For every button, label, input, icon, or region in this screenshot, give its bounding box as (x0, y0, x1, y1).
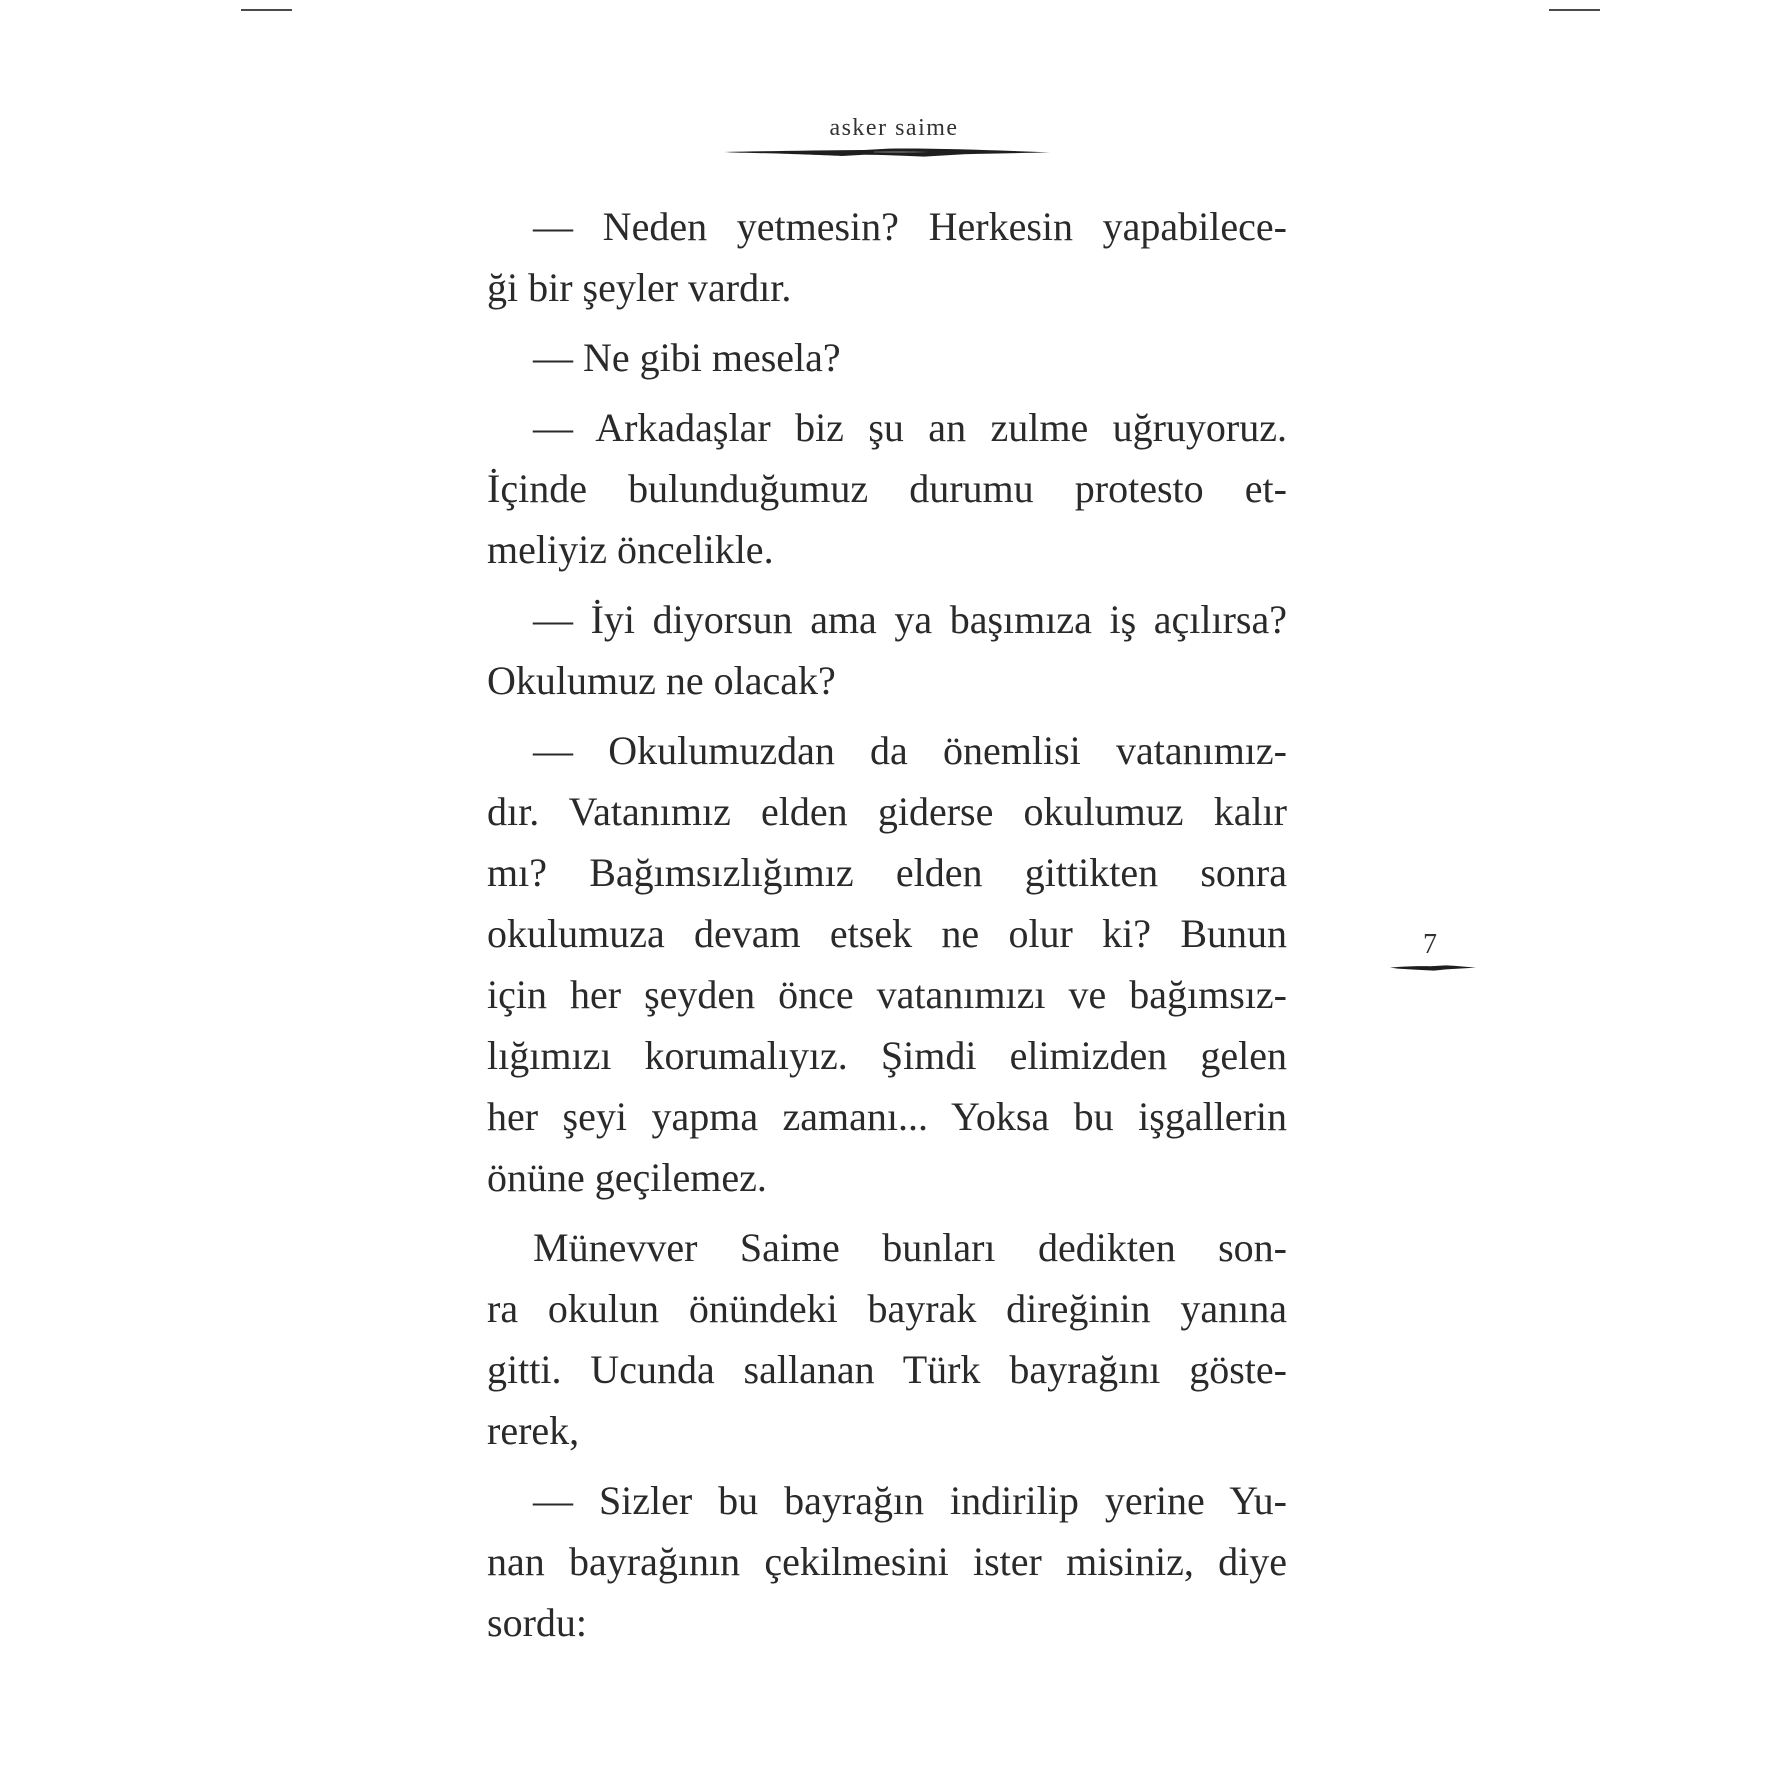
crop-mark-left (241, 9, 292, 11)
text-line: gitti. Ucunda sallanan Türk bayrağını göste- (487, 1347, 1287, 1392)
text-line: rerek, (487, 1408, 580, 1453)
text-line: — Sizler bu bayrağın indirilip yerine Yu- (533, 1478, 1287, 1523)
page-number: 7 (1423, 929, 1437, 960)
text-line: her şeyi yapma zamanı... Yoksa bu işgallerin (487, 1094, 1287, 1139)
text-line: nan bayrağının çekilmesini ister misiniz, diye (487, 1539, 1287, 1584)
text-line: — Neden yetmesin? Herkesin yapabilece- (533, 204, 1287, 249)
text-line: lığımızı korumalıyız. Şimdi elimizden gelen (487, 1033, 1287, 1078)
text-line: mı? Bağımsızlığımız elden gittikten sonra (487, 850, 1287, 895)
paragraph (487, 196, 1287, 318)
paragraph (487, 327, 1287, 388)
header-brush-rule (724, 143, 1050, 163)
text-line: Okulumuz ne olacak? (487, 658, 836, 703)
paragraph (487, 397, 1287, 580)
paragraph (487, 589, 1287, 711)
text-line: ra okulun önündeki bayrak direğinin yanına (487, 1286, 1287, 1331)
text-line: — İyi diyorsun ama ya başımıza iş açılırsa? (533, 597, 1287, 642)
text-line: okulumuza devam etsek ne olur ki? Bunun (487, 911, 1287, 956)
text-line: — Okulumuzdan da önemlisi vatanımız- (533, 728, 1287, 773)
paragraph (487, 1217, 1287, 1461)
page-number-brush-rule (1390, 961, 1476, 975)
text-line: için her şeyden önce vatanımızı ve bağımsız- (487, 972, 1287, 1017)
paragraph (487, 720, 1287, 1208)
paragraph (487, 1470, 1287, 1653)
text-line: sordu: (487, 1600, 587, 1645)
text-line: İçinde bulunduğumuz durumu protesto et- (487, 466, 1287, 511)
running-head: asker saime (829, 115, 959, 141)
text-line: meliyiz öncelikle. (487, 527, 774, 572)
text-line: ği bir şeyler vardır. (487, 265, 792, 310)
text-line: dır. Vatanımız elden giderse okulumuz kalır (487, 789, 1287, 834)
body-text (487, 196, 1287, 1653)
text-line: Münevver Saime bunları dedikten son- (533, 1225, 1287, 1270)
text-line: — Arkadaşlar biz şu an zulme uğruyoruz. (533, 405, 1287, 450)
text-line: — Ne gibi mesela? (533, 335, 841, 380)
crop-mark-right (1549, 9, 1600, 11)
text-line: önüne geçilemez. (487, 1155, 767, 1200)
